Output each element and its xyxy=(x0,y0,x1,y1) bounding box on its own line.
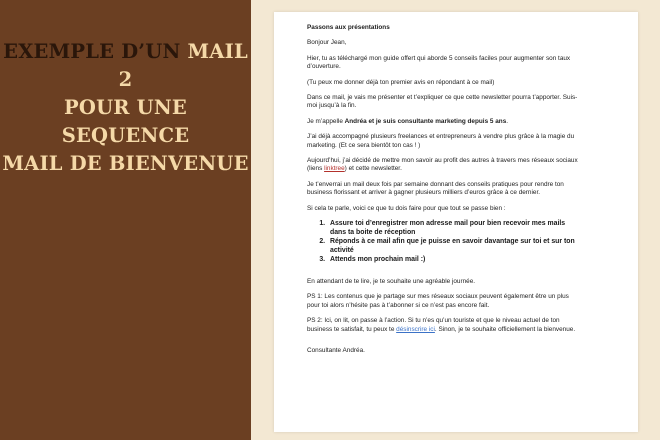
email-paragraph-2: (Tu peux me donner déjà ton premier avis en répondant à ce mail) xyxy=(307,78,495,86)
action-item: 1. Assure toi d’enregistrer mon adresse mail pour bien recevoir mes mails dans ta boite de réception xyxy=(327,220,579,237)
headline-dark-text: EXEMPLE D’UN xyxy=(3,40,181,63)
ps2-suffix: . Sinon, je te souhaite officiellement la bienvenue. xyxy=(434,325,576,333)
intro-suffix: . xyxy=(506,117,509,125)
email-subject: Passons aux présentations xyxy=(307,24,390,31)
unsubscribe-link[interactable]: désinscrire ici xyxy=(396,325,435,333)
email-ps-1: PS 1: Les contenus que je partage sur mes réseaux sociaux peuvent également être un plus pour toi alors n’hésite pas à t’abonner si ce n’est pas encore fait. xyxy=(307,293,569,309)
ps2-prefix: PS 2: Ici, on lit, on passe à l’action. Si tu n’es qu’un touriste et que le niveau actuel de ton business te satisfait, tu peux te xyxy=(307,317,560,333)
email-paragraph-8: Si cela te parle, voici ce que tu dois faire pour que tout se passe bien : xyxy=(307,204,506,212)
title-panel xyxy=(0,0,251,440)
email-paragraph-5: J’ai déjà accompagné plusieurs freelances et entrepreneurs à vendre plus grâce à la magie du marketing. (Et ce sera bientôt ton cas ! ) xyxy=(307,133,575,149)
intro-prefix: Je m’appelle xyxy=(307,117,345,125)
email-paragraph-4 xyxy=(307,118,579,126)
email-ps-2 xyxy=(307,317,579,334)
action-item: 2. Réponds à ce mail afin que je puisse en savoir davantage sur toi et sur ton activité xyxy=(327,238,579,255)
email-body xyxy=(307,24,579,363)
email-closing: En attendant de te lire, je te souhaite une agréable journée. xyxy=(307,278,476,286)
email-signature: Consultante Andréa. xyxy=(307,347,365,355)
intro-bold: Andréa et je suis consultante marketing depuis 5 ans xyxy=(344,117,507,125)
action-item: 3. Attends mon prochain mail :) xyxy=(327,256,579,265)
action-list xyxy=(307,220,579,265)
email-paragraph-3: Dans ce mail, je vais me présenter et t’expliquer ce que cette newsletter pourra t’apporter. Suis-moi jusqu’à la fin. xyxy=(307,94,578,110)
headline-light-text: MAIL 2 xyxy=(118,40,248,91)
headline-line-2: POUR UNE SEQUENCE xyxy=(61,96,190,147)
email-paragraph-1: Hier, tu as téléchargé mon guide offert qui aborde 5 conseils faciles pour augmenter son taux d’ouverture. xyxy=(307,54,571,71)
email-paragraph-7: Je t’enverrai un mail deux fois par semaine donnant des conseils pratiques pour rendre ton business florissant et arriver à gagner plusieurs milliers d’euros grâce à ce dernier. xyxy=(307,180,564,197)
email-paragraph-6 xyxy=(307,157,579,174)
headline-line-1 xyxy=(0,38,251,94)
email-greeting: Bonjour Jean, xyxy=(307,39,347,47)
social-suffix: ) et cette newsletter. xyxy=(344,165,402,173)
linktree-link[interactable]: linktree xyxy=(324,165,345,173)
headline-line-3: MAIL DE BIENVENUE xyxy=(2,152,249,175)
headline xyxy=(0,38,251,178)
social-prefix: Aujourd’hui, j’ai décidé de mettre mon savoir au profit des autres à travers mes réseaux sociaux (liens xyxy=(307,157,578,173)
